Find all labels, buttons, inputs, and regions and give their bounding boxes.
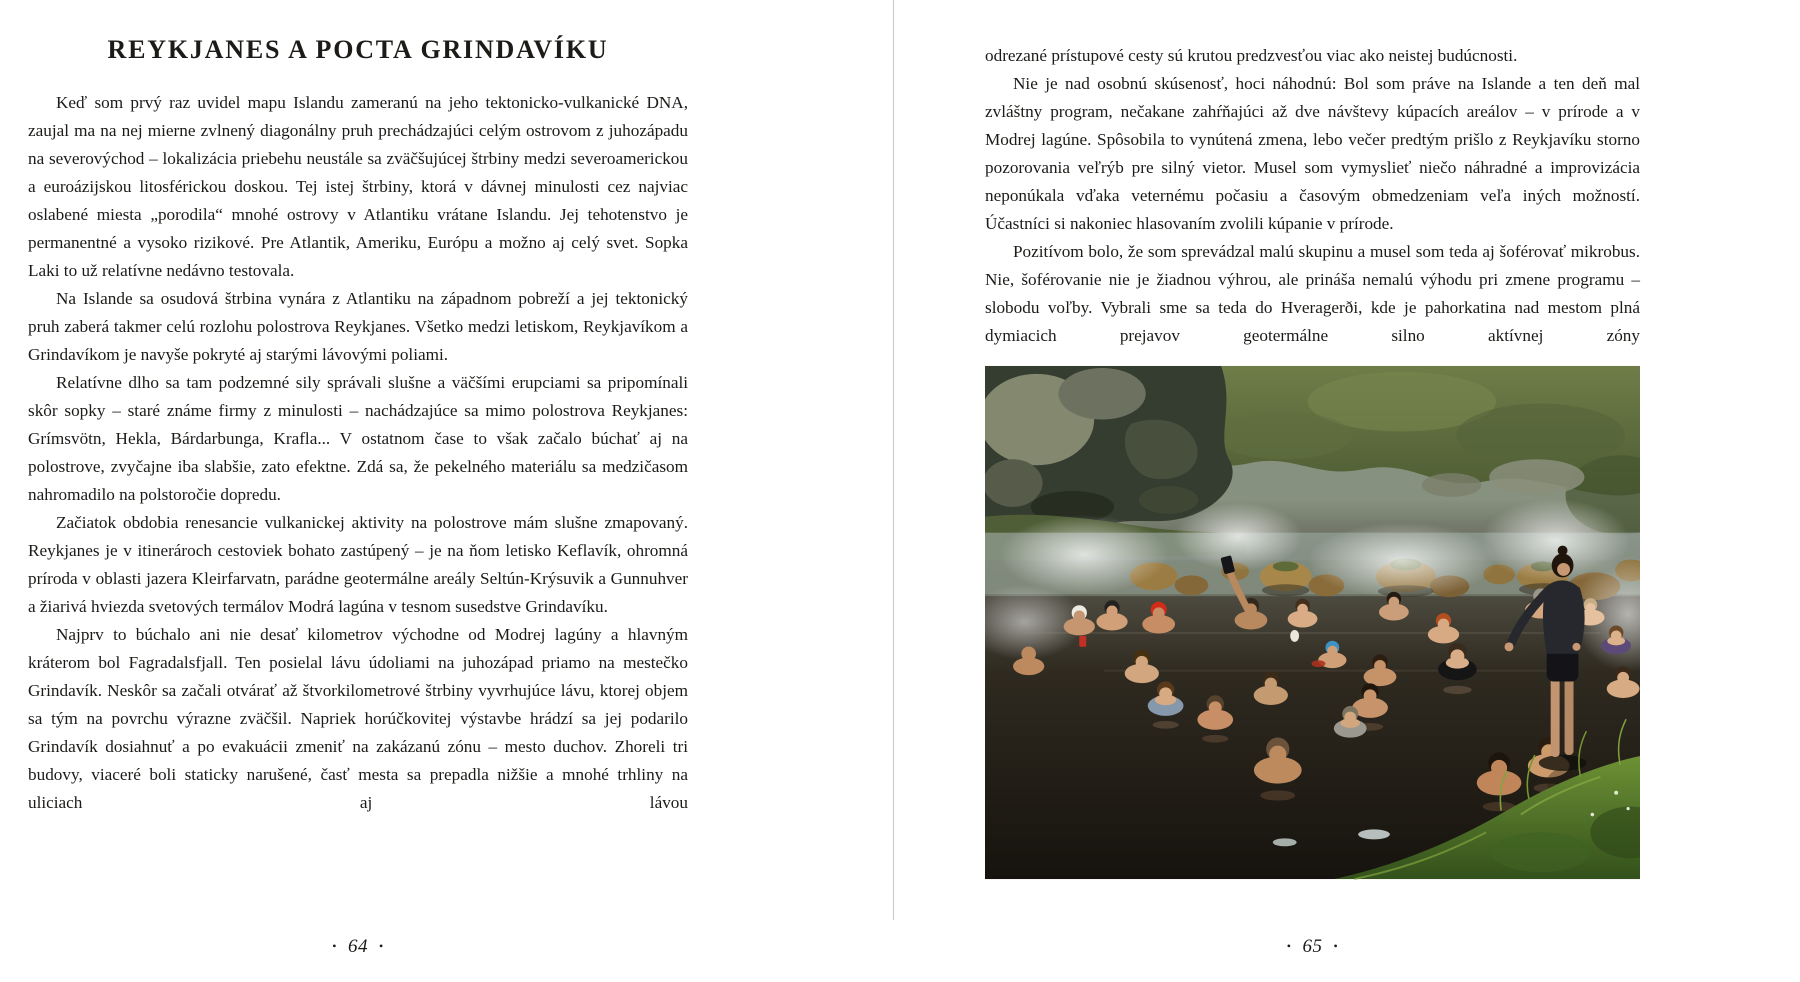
white-cup <box>1290 630 1299 642</box>
page-number-bullet: • <box>1286 939 1292 953</box>
page-gutter-divider <box>893 0 894 920</box>
page-number-right <box>985 936 1640 958</box>
hot-spring-photo <box>985 364 1640 881</box>
paragraph: Najprv to búchalo ani nie desať kilometrov východne od Modrej lagúny a hlavným kráterom bol Fagradalsfjall. Ten posielal lávu údoliami na juhozápad priamo na mestečko Grindavík. Neskôr sa začali otvárať až štvorkilometrové štrbiny vyvrhujúce lávu, ktorej objem sa tým na povrchu výrazne zväčšil. Napriek horúčkovitej výstavbe hrádzí sa jej podarilo Grindavík dosiahnuť a po evakuácii zmeniť na zakázanú zónu – mesto duchov. Zhoreli tri budovy, viaceré boli staticky narušené, časť mesta sa prepadla nižšie a mnohé trhliny na uliciach aj lávou <box>28 625 688 813</box>
chapter-title: REYKJANES A POCTA GRINDAVÍKU <box>107 35 609 64</box>
page-number-value: 64 <box>348 936 368 957</box>
right-page <box>985 42 1640 881</box>
red-can <box>1079 636 1086 647</box>
paragraph: Relatívne dlho sa tam podzemné sily správali slušne a väčšími erupciami sa pripomínali skôr sopky – staré známe firmy z minulosti – nachádzajúce sa mimo polostrova Reykjanes: Grímsvötn, Hekla, Bárdarbunga, Krafla... V ostatnom čase to však začalo búchať aj na polostrove, zvyčajne iba slabšie, zato efektne. Zdá sa, že pekelného materiálu sa medzičasom nahromadilo na polstoročie dopredu. <box>28 373 688 505</box>
paragraph: Nie je nad osobnú skúsenosť, hoci náhodnú: Bol som práve na Islande a ten deň mal zvláštny program, nečakane zahŕňajúci až dve návštevy kúpacích areálov – v prírode a v Modrej lagúne. Spôsobila to vynútená zmena, lebo večer predtým prišlo z Reykjavíku storno pozorovania veľrýb pre silný vietor. Musel som vymyslieť niečo náhradné a improvizácia neponúkala vďaka veternému počasiu a časovým obmedzeniam veľa iných možností. Účastníci si nakoniec hlasovaním zvolili kúpanie v prírode. <box>985 74 1640 233</box>
paragraph: Začiatok obdobia renesancie vulkanickej aktivity na polostrove mám slušne zmapovaný. Reykjanes je v itinerároch cestoviek bohato zastúpený – je na ňom letisko Keflavík, ohromná príroda v oblasti jazera Kleirfarvatn, parádne geotermálne areály Seltún-Krýsuvik a Gunnuhver a žiarivá hviezda svetových termálov Modrá lagúna v tesnom susedstve Grindavíku. <box>28 513 688 617</box>
right-page-body <box>985 42 1640 350</box>
paragraph: Na Islande sa osudová štrbina vynára z Atlantiku na západnom pobreží a jej tektonický pruh zaberá takmer celú rozlohu polostrova Reykjanes. Všetko medzi letiskom, Reykjavíkom a Grindavíkom je navyše pokryté aj starými lávovými poliami. <box>28 289 688 365</box>
floating-object <box>1273 838 1297 846</box>
page-number-value: 65 <box>1302 936 1323 957</box>
paragraph: odrezané prístupové cesty sú krutou predzvesťou viac ako neistej budúcnosti. <box>985 46 1518 65</box>
ripple <box>1104 670 1561 672</box>
left-page <box>28 34 688 817</box>
page-number-bullet: • <box>332 939 337 953</box>
page-number-left <box>28 936 688 958</box>
red-float <box>1312 660 1326 667</box>
paragraph: Keď som prvý raz uvidel mapu Islandu zameranú na jeho tektonicko-vulkanické DNA, zaujal ma na nej mierne zvlnený diagonálny pruh prechádzajúci celým ostrovom z juhozápadu na severovýchod – lokalizácia priebehu neustále sa zväčšujúcej štrbiny medzi severoamerickou a euroázijskou litosférickou doskou. Tej istej štrbiny, ktorá v dávnej minulosti cez najviac oslabené miesta „porodila“ mnohé ostrovy v Atlantiku vrátane Islandu. Jej tehotenstvo je permanentné a vysoko rizikové. Pre Atlantik, Ameriku, Európu a možno aj celý svet. Sopka Laki to už relatívne nedávno testovala. <box>28 93 688 281</box>
page-number-bullet: • <box>379 939 384 953</box>
page-number-bullet: • <box>1333 939 1339 953</box>
left-page-body <box>28 89 688 817</box>
paragraph: Pozitívom bolo, že som sprevádzal malú skupinu a musel som teda aj šoférovať mikrobus. Nie, šoférovanie nie je žiadnou výhrou, ale prináša nemalú výhodu pri zmene programu – slobodu voľby. Vybrali sme sa teda do Hveragerði, kde je pahorkatina nad mestom plná dymiacich prejavov geotermálne silno aktívnej zóny <box>985 242 1640 345</box>
floating-object <box>1358 829 1390 839</box>
